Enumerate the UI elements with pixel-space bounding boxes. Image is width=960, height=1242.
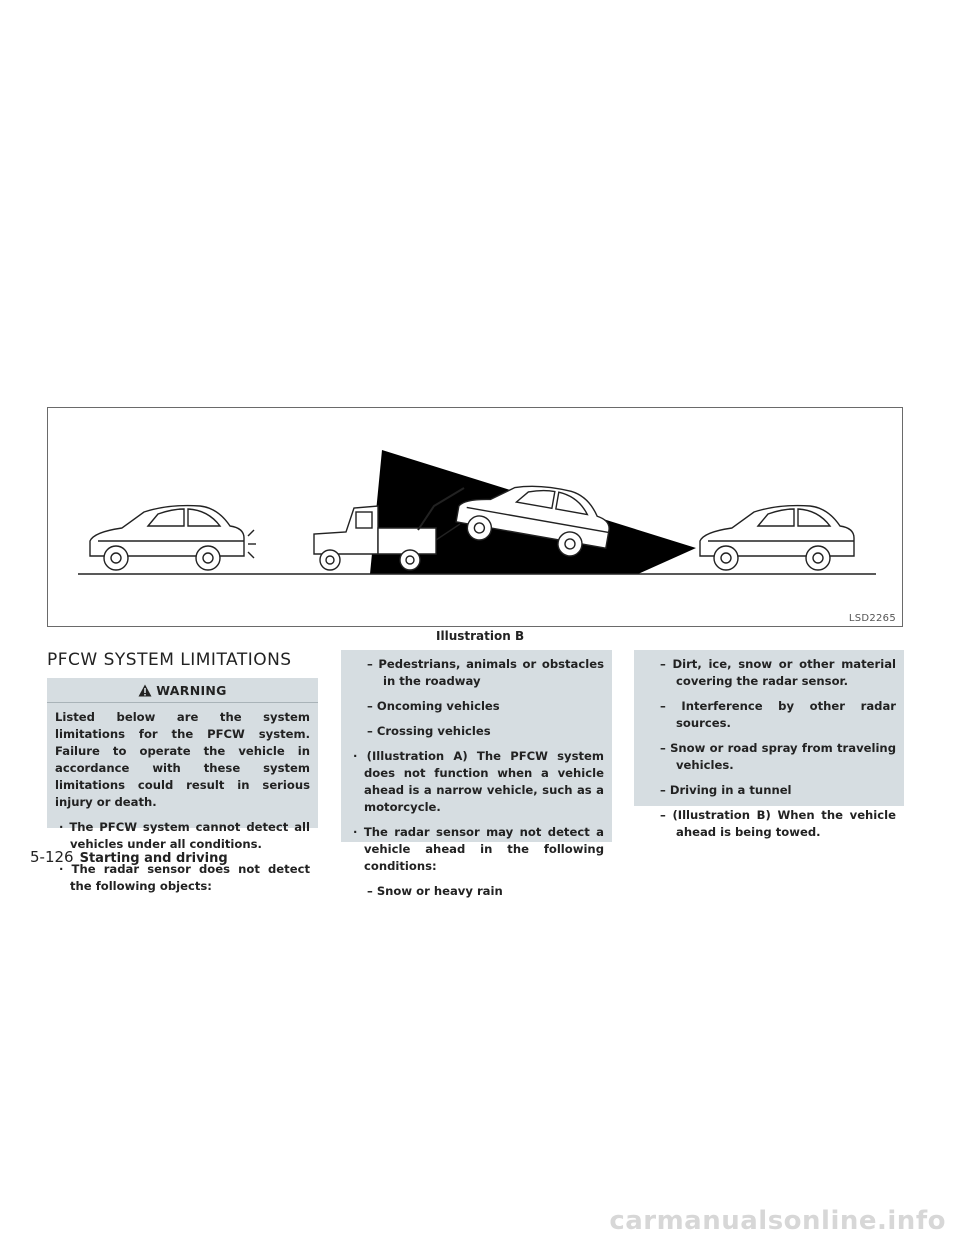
warning-body-col2 (341, 650, 612, 916)
footer-section-name: Starting and driving (79, 851, 228, 866)
left-car-shape (90, 506, 244, 570)
warning-heading-label: WARNING (156, 682, 227, 698)
list-item: – Pedestrians, animals or obstacles in the roadway (367, 657, 604, 688)
figure-caption: Illustration B (436, 629, 525, 643)
list-item: – (Illustration B) When the vehicle ahead is being towed. (660, 808, 896, 839)
list-item: – Driving in a tunnel (660, 783, 792, 797)
figure-code: LSD2265 (848, 613, 896, 624)
list-item: – Snow or road spray from traveling vehicles. (660, 741, 896, 772)
warning-body-col3 (634, 650, 904, 857)
right-car-shape (700, 506, 854, 570)
list-item: – Dirt, ice, snow or other material covering the radar sensor. (660, 657, 896, 688)
towed-vehicle-illustration (48, 408, 904, 628)
watermark-text: carmanualsonline.info (609, 1206, 946, 1236)
list-item: – Crossing vehicles (367, 724, 491, 738)
list-item: – Interference by other radar sources. (660, 699, 896, 730)
section-title: PFCW SYSTEM LIMITATIONS (47, 650, 292, 670)
watermark-bar (0, 1202, 960, 1242)
illustration-b-figure (47, 407, 903, 627)
warning-box-col2 (341, 650, 612, 898)
page-number: 5-126 (30, 848, 74, 866)
list-item: · The radar sensor does not detect the following objects: (59, 862, 310, 893)
radar-emission-icon (248, 530, 256, 558)
list-item: – Oncoming vehicles (367, 699, 500, 713)
warning-heading (47, 678, 318, 703)
list-item: · (Illustration A) The PFCW system does not function when a vehicle ahead is a narrow vehicle, such as a motorcycle. (353, 749, 604, 814)
page-footer (30, 848, 228, 866)
list-item: · The radar sensor may not detect a vehicle ahead in the following conditions: (353, 825, 604, 873)
warning-intro: Listed below are the system limitations for the PFCW system. Failure to operate the vehicle in accordance with these system limitations could result in serious injury or death. (55, 710, 310, 809)
list-item: – Snow or heavy rain (367, 884, 503, 898)
warning-body-col1 (47, 703, 318, 911)
warning-triangle-icon (138, 684, 152, 697)
warning-box-col3 (634, 650, 904, 839)
list-item: · The PFCW system cannot detect all vehicles under all conditions. (59, 820, 310, 851)
